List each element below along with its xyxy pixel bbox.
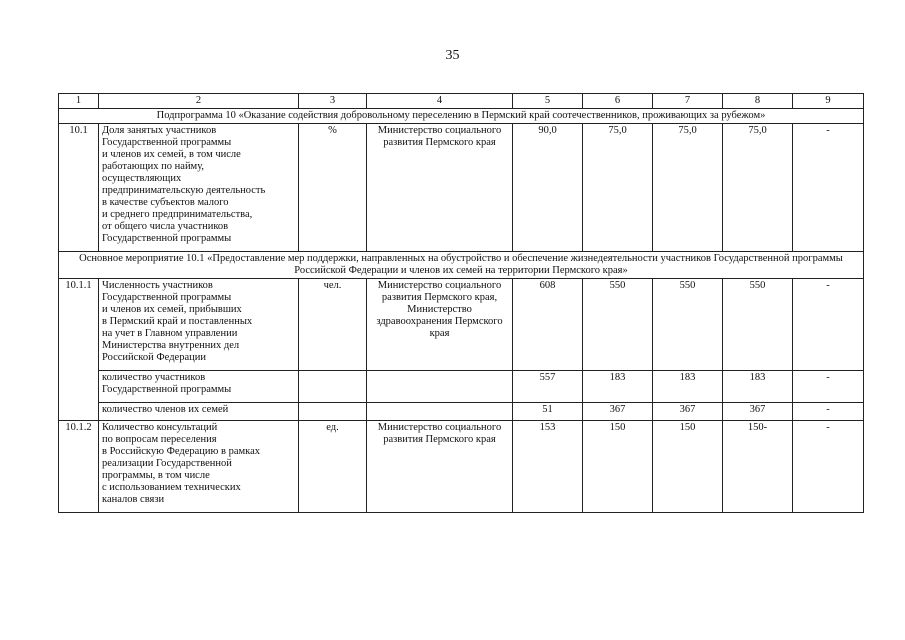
value-cell: 608 (513, 279, 583, 371)
row-number: 10.1.1 (59, 279, 99, 421)
header-cell: 8 (723, 94, 793, 109)
indicator-name: количество членов их семей (99, 403, 299, 421)
page-number: 35 (445, 48, 460, 63)
value-cell: 75,0 (653, 124, 723, 252)
table-row (59, 403, 864, 421)
indicator-name: количество участников Государственной программы (99, 371, 299, 403)
header-cell: 6 (583, 94, 653, 109)
indicator-name: Количество консультаций по вопросам переселения в Российскую Федерацию в рамках реализации Государственной программы, в том числе с использованием технических каналов связи (99, 421, 299, 513)
unit-cell (299, 403, 367, 421)
value-cell: 150 (653, 421, 723, 513)
indicator-name: Численность участников Государственной программы и членов их семей, прибывших в Пермский край и поставленных на учет в Главном управлении Министерства внутренних дел Российской Федерации (99, 279, 299, 371)
value-cell: 550 (723, 279, 793, 371)
value-cell: 367 (653, 403, 723, 421)
subprogram-title: Подпрограмма 10 «Оказание содействия добровольному переселению в Пермский край соотечественников, проживающих за рубежом» (59, 109, 864, 124)
header-cell: 2 (99, 94, 299, 109)
row-number: 10.1.2 (59, 421, 99, 513)
executor-cell (367, 403, 513, 421)
header-cell: 5 (513, 94, 583, 109)
value-cell: 75,0 (583, 124, 653, 252)
value-cell: 550 (583, 279, 653, 371)
table-row (59, 371, 864, 403)
value-cell: - (793, 403, 864, 421)
executor-cell (367, 371, 513, 403)
subprogram-row (59, 109, 864, 124)
indicators-table (58, 93, 864, 513)
main-event-title: Основное мероприятие 10.1 «Предоставление мер поддержки, направленных на обустройство и обеспечение жизнедеятельности участников Государственной программы Российской Федерации и членов их семей на территории Пермского края» (59, 252, 864, 279)
value-cell: 367 (583, 403, 653, 421)
unit-cell: % (299, 124, 367, 252)
value-cell: 183 (583, 371, 653, 403)
table-row (59, 124, 864, 252)
header-cell: 3 (299, 94, 367, 109)
value-cell: 150- (723, 421, 793, 513)
value-cell: 367 (723, 403, 793, 421)
table-row (59, 279, 864, 371)
value-cell: - (793, 371, 864, 403)
table-row (59, 421, 864, 513)
unit-cell (299, 371, 367, 403)
value-cell: 557 (513, 371, 583, 403)
unit-cell: ед. (299, 421, 367, 513)
header-cell: 9 (793, 94, 864, 109)
row-number: 10.1 (59, 124, 99, 252)
executor-cell: Министерство социального развития Пермского края (367, 124, 513, 252)
header-cell: 4 (367, 94, 513, 109)
value-cell: 550 (653, 279, 723, 371)
value-cell: 183 (723, 371, 793, 403)
value-cell: - (793, 421, 864, 513)
value-cell: 90,0 (513, 124, 583, 252)
value-cell: - (793, 124, 864, 252)
main-event-row (59, 252, 864, 279)
unit-cell: чел. (299, 279, 367, 371)
value-cell: 153 (513, 421, 583, 513)
value-cell: 75,0 (723, 124, 793, 252)
value-cell: 51 (513, 403, 583, 421)
value-cell: 150 (583, 421, 653, 513)
value-cell: - (793, 279, 864, 371)
header-row (59, 94, 864, 109)
executor-cell: Министерство социального развития Пермского края, Министерство здравоохранения Пермского края (367, 279, 513, 371)
indicator-name: Доля занятых участников Государственной программы и членов их семей, в том числе работающих по найму, осуществляющих предпринимательскую деятельность в качестве субъектов малого и среднего предпринимательства, от общего числа участников Государственной программы (99, 124, 299, 252)
value-cell: 183 (653, 371, 723, 403)
executor-cell: Министерство социального развития Пермского края (367, 421, 513, 513)
header-cell: 1 (59, 94, 99, 109)
header-cell: 7 (653, 94, 723, 109)
